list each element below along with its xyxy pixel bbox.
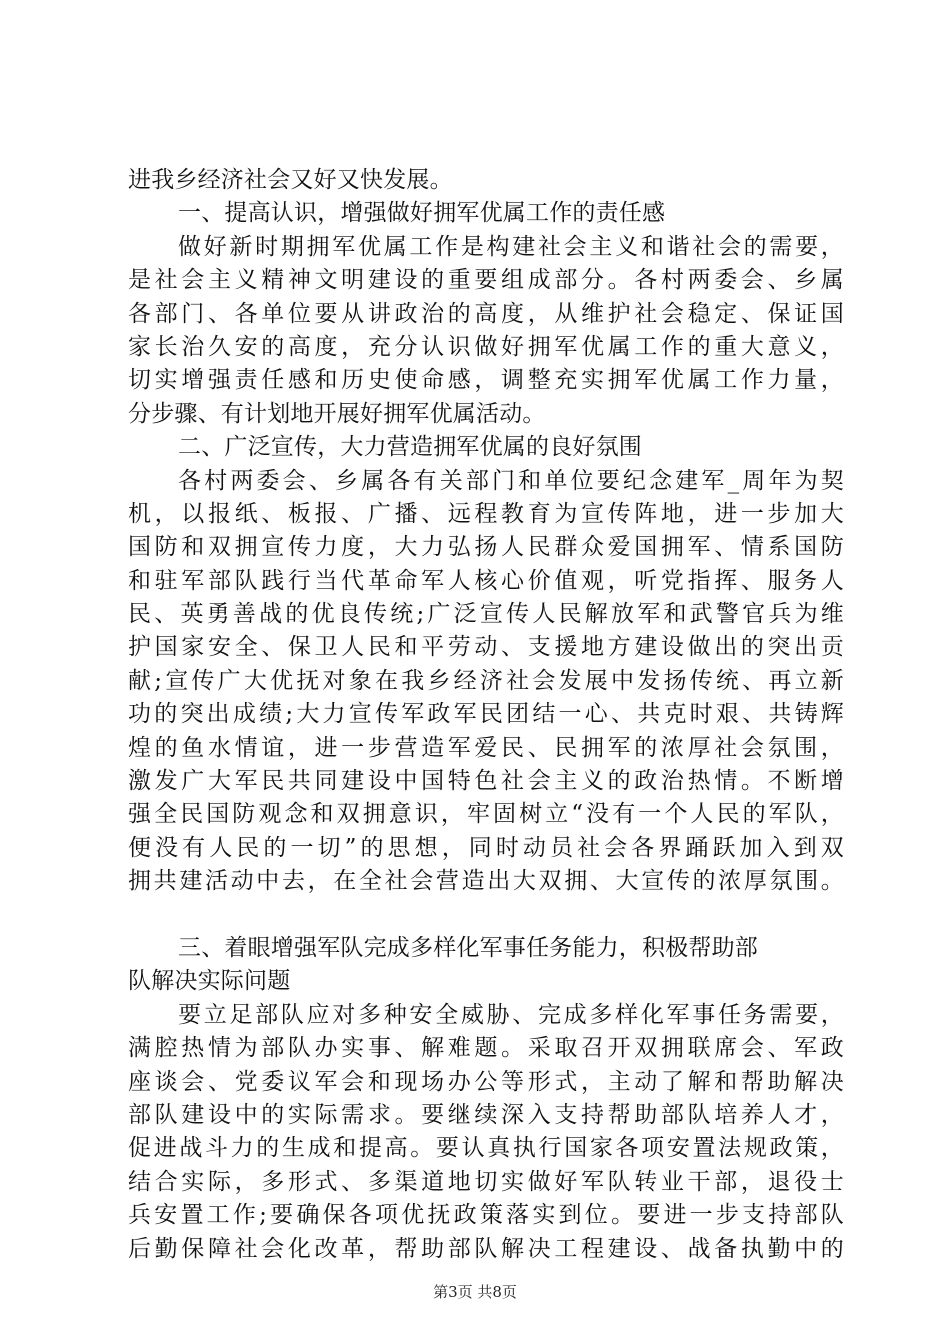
text-line: 护国家安全、保卫人民和平劳动、支援地方建设做出的突出贡 [128, 634, 844, 661]
text-line: 分步骤、有计划地开展好拥军优属活动。 [128, 400, 546, 427]
text-line: 后勤保障社会化改革，帮助部队解决工程建设、战备执勤中的 [128, 1235, 844, 1262]
text-line: 机，以报纸、板报、广播、远程教育为宣传阵地，进一步加大 [128, 500, 844, 527]
document-body [128, 164, 844, 1266]
text-line: 促进战斗力的生成和提高。要认真执行国家各项安置法规政策， [128, 1135, 844, 1162]
text-line: 功的突出成绩;大力宣传军政军民团结一心、共克时艰、共铸辉 [128, 701, 844, 728]
text-line: 各村两委会、乡属各有关部门和单位要纪念建军_周年为契 [178, 467, 844, 494]
text-line: 切实增强责任感和历史使命感，调整充实拥军优属工作力量， [128, 367, 844, 394]
text-line: 拥共建活动中去，在全社会营造出大双拥、大宣传的浓厚氛围。 [128, 868, 844, 895]
section-heading-line: 一、提高认识，增强做好拥军优属工作的责任感 [178, 200, 666, 227]
text-line: 献;宣传广大优抚对象在我乡经济社会发展中发扬传统、再立新 [128, 667, 844, 694]
text-line: 做好新时期拥军优属工作是构建社会主义和谐社会的需要， [178, 233, 844, 260]
text-line: 国防和双拥宣传力度，大力弘扬人民群众爱国拥军、情系国防 [128, 534, 844, 561]
text-line: 结合实际，多形式、多渠道地切实做好军队转业干部，退役士 [128, 1168, 844, 1195]
text-line: 各部门、各单位要从讲政治的高度，从维护社会稳定、保证国 [128, 300, 844, 327]
text-line: 座谈会、党委议军会和现场办公等形式，主动了解和帮助解决 [128, 1068, 844, 1095]
text-line: 家长治久安的高度，充分认识做好拥军优属工作的重大意义， [128, 333, 844, 360]
page-footer: 第3页 共8页 [433, 1283, 517, 1301]
text-line: 要立足部队应对多种安全威胁、完成多样化军事任务需要， [178, 1001, 844, 1028]
text-line: 是社会主义精神文明建设的重要组成部分。各村两委会、乡属 [128, 267, 844, 294]
text-line: 民、英勇善战的优良传统;广泛宣传人民解放军和武警官兵为维 [128, 601, 844, 628]
blank-line [128, 899, 844, 932]
text-line: 兵安置工作;要确保各项优抚政策落实到位。要进一步支持部队 [128, 1202, 844, 1229]
section-heading-line: 三、着眼增强军队完成多样化军事任务能力，积极帮助部 [178, 934, 758, 961]
text-line: 激发广大军民共同建设中国特色社会主义的政治热情。不断增 [128, 768, 844, 795]
text-line: 部队建设中的实际需求。要继续深入支持帮助部队培养人才， [128, 1101, 844, 1128]
text-line: 队解决实际问题 [128, 968, 291, 995]
text-line: 和驻军部队践行当代革命军人核心价值观，听党指挥、服务人 [128, 567, 844, 594]
section-heading-line: 二、广泛宣传，大力营造拥军优属的良好氛围 [178, 434, 642, 461]
text-line: 进我乡经济社会又好又快发展。 [128, 167, 453, 193]
text-line: 便没有人民的一切”的思想，同时动员社会各界踊跃加入到双 [128, 834, 844, 861]
text-line: 强全民国防观念和双拥意识，牢固树立“没有一个人民的军队， [128, 801, 844, 828]
text-line: 煌的鱼水情谊，进一步营造军爱民、民拥军的浓厚社会氛围， [128, 734, 844, 761]
text-line: 满腔热情为部队办实事、解难题。采取召开双拥联席会、军政 [128, 1035, 844, 1062]
